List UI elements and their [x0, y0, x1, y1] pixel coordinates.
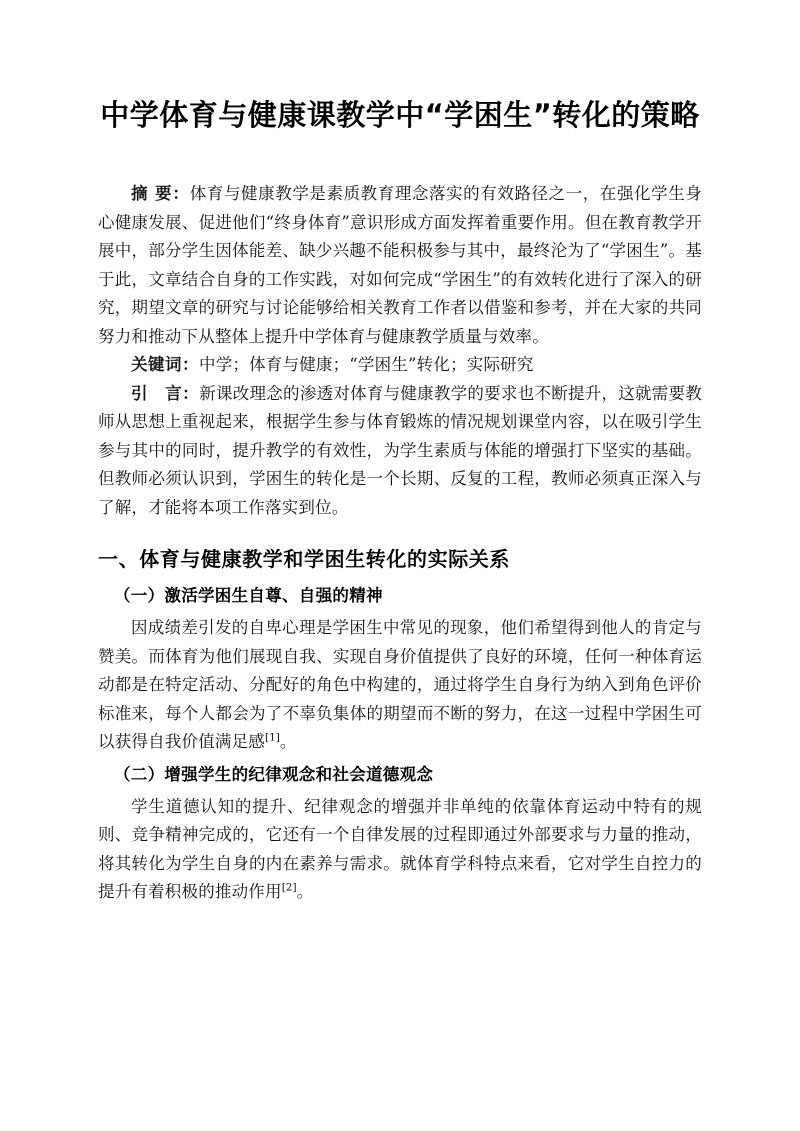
section-heading-1: 一、体育与健康教学和学困生转化的实际关系 — [98, 547, 510, 571]
body-text: 学生道德认知的提升、纪律观念的增强并非单纯的依靠体育运动中特有的规则、竞争精神完成的，它还有一个自律发展的过程即通过外部要求与力量的推动，将其转化为学生自身的内在素养与需求。就体育学科特点来看，它对学生自控力的提升有着积极的推动作用 — [98, 796, 702, 901]
body-text-tail: 。 — [279, 732, 297, 751]
citation-marker: [2] — [281, 881, 297, 894]
introduction-text: 新课改理念的渗透对体育与健康教学的要求也不断提升，这就需要教师从思想上重视起来，根据学生参与体育锻炼的情况规划课堂内容，以在吸引学生参与其中的同时，提升教学的有效性，为学生素质与体能的增强打下坚实的基础。但教师必须认识到，学困生的转化是一个长期、反复的工程，教师必须真正深入与了解，才能将本项工作落实到位。 — [98, 383, 703, 517]
keywords-label: 关键词： — [131, 355, 199, 374]
body-text-tail: 。 — [296, 882, 314, 901]
abstract-text: 体育与健康教学是素质教育理念落实的有效路径之一，在强化学生身心健康发展、促进他们“终身体育”意识形成方面发挥着重要作用。但在教育教学开展中，部分学生因体能差、缺少兴趣不能积极参与其中，最终沦为了“学困生”。基于此，文章结合自身的工作实践，对如何完成“学困生”的有效转化进行了深入的研究，期望文章的研究与讨论能够给相关教育工作者以借鉴和参考，并在大家的共同努力和推动下从整体上提升中学体育与健康教学质量与效率。 — [98, 184, 703, 346]
subsection-body-1-2 — [98, 793, 702, 907]
front-matter — [98, 180, 702, 522]
subsection-body-1-1 — [98, 614, 702, 757]
abstract-label: 摘 要： — [131, 184, 190, 203]
introduction-paragraph — [98, 380, 702, 523]
subsection-heading-1-2: （二）增强学生的纪律观念和社会道德观念 — [114, 764, 434, 784]
abstract-paragraph — [98, 180, 702, 351]
citation-marker: [1] — [265, 731, 280, 744]
page-content — [98, 0, 702, 907]
body-text: 因成绩差引发的自卑心理是学困生中常见的现象，他们希望得到他人的肯定与赞美。而体育为他们展现自我、实现自身价值提供了良好的环境，任何一种体育运动都是在特定活动、分配好的角色中构建的，通过将学生自身行为纳入到角色评价标准来，每个人都会为了不辜负集体的期望而不断的努力，在这一过程中学困生可以获得自我价值满足感 — [98, 618, 702, 751]
body-paragraph — [98, 793, 702, 907]
keywords-paragraph — [98, 351, 702, 380]
page-title: 中学体育与健康课教学中“学困生”转化的策略 — [100, 98, 700, 132]
introduction-label: 引 言： — [131, 383, 200, 403]
subsection-heading-1-1: （一）激活学困生自尊、自强的精神 — [114, 586, 383, 605]
keywords-text: 中学；体育与健康；“学困生”转化；实际研究 — [199, 355, 534, 374]
body-paragraph — [98, 614, 702, 757]
